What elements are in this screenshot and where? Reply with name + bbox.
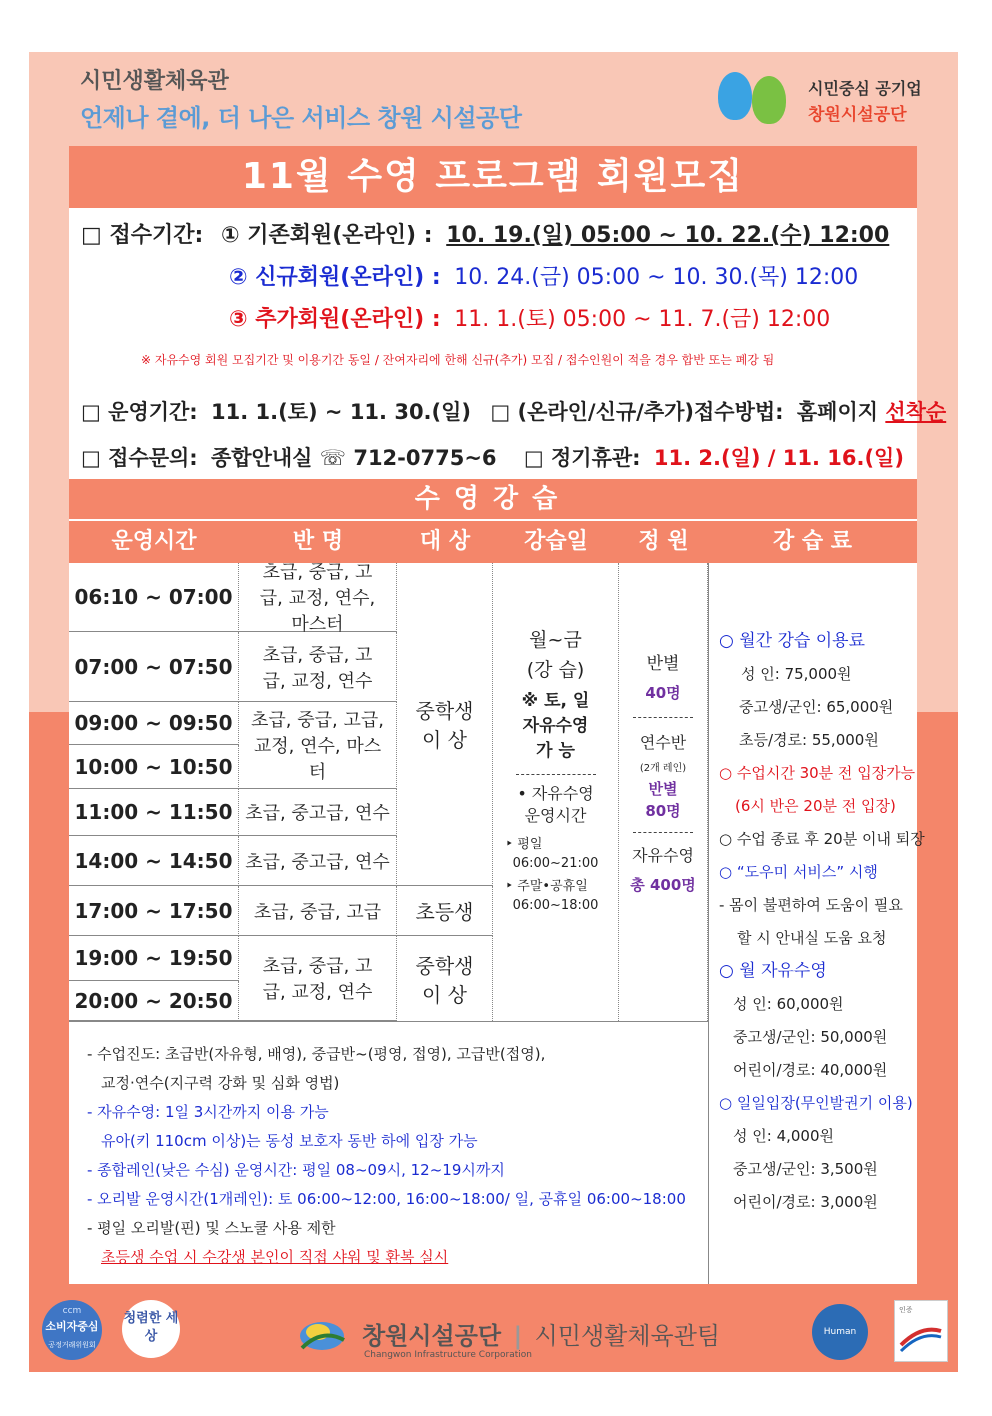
fee-note: (6시 반은 20분 전 입장) bbox=[735, 797, 896, 815]
time-cell: 10:00 ~ 10:50 bbox=[69, 745, 239, 789]
registration-row2-label: ② 신규회원(온라인) : bbox=[229, 265, 441, 290]
class-cell: 초급, 중급, 고급 bbox=[239, 886, 397, 936]
time-cell: 07:00 ~ 07:50 bbox=[69, 632, 239, 702]
method-label: □ (온라인/신규/추가)접수방법: bbox=[490, 400, 784, 424]
registration-note: ※ 자유수영 회원 모집기간 및 이용기간 동일 / 잔여자리에 한해 신규(추가) 모집 / 접수인원이 적을 경우 합반 또는 폐강 됨 bbox=[141, 353, 775, 367]
method-highlight: 선착순 bbox=[885, 400, 947, 424]
note-line: - 평일 오리발(핀) 및 스노쿨 사용 제한 bbox=[87, 1219, 336, 1237]
weekday-time: 06:00~21:00 bbox=[512, 856, 599, 871]
page-title: 11월 수영 프로그램 회원모집 bbox=[69, 146, 917, 208]
days-sub: ※ 토, 일 자유수영 가 능 bbox=[521, 691, 590, 761]
capacity-a: 반별 bbox=[646, 654, 680, 674]
time-cell: 14:00 ~ 14:50 bbox=[69, 836, 239, 886]
fee-heading: ○ 일일입장(무인발권기 이용) bbox=[719, 1094, 913, 1112]
time-cell: 09:00 ~ 09:50 bbox=[69, 702, 239, 745]
registration-row2-value: 10. 24.(금) 05:00 ~ 10. 30.(목) 12:00 bbox=[454, 265, 859, 290]
notes-box bbox=[69, 1021, 708, 1284]
weekday-label: ‣ 평일 bbox=[505, 837, 543, 852]
registration-row1-label: ① 기존회원(온라인) : bbox=[220, 223, 433, 248]
operation-period-row bbox=[81, 396, 946, 426]
closed-label: □ 정기휴관: bbox=[523, 446, 641, 470]
registration-row1-value: 10. 19.(일) 05:00 ~ 10. 22.(수) 12:00 bbox=[446, 223, 890, 248]
footer-org bbox=[362, 1316, 720, 1351]
method-value: 홈페이지 bbox=[796, 400, 879, 424]
fee-heading: ○ 월간 강습 이용료 bbox=[719, 631, 865, 651]
header-days: 강습일 bbox=[493, 521, 619, 563]
class-cell: 초급, 중고급, 연수 bbox=[239, 789, 397, 836]
capacity-b: 연수반 bbox=[639, 733, 687, 752]
divider bbox=[633, 717, 693, 718]
class-cell: 초급, 중급, 고급, 교정, 연수 bbox=[239, 632, 397, 702]
target-cell: 초등생 bbox=[397, 886, 493, 936]
header-capacity: 정 원 bbox=[619, 521, 708, 563]
divider bbox=[633, 832, 693, 833]
time-cell: 17:00 ~ 17:50 bbox=[69, 886, 239, 936]
target-cell: 중학생 이 상 bbox=[397, 936, 493, 1021]
fee-note: 할 시 안내실 도움 요청 bbox=[737, 929, 887, 947]
corp-emblem-icon bbox=[294, 1310, 348, 1358]
fee-column bbox=[708, 563, 925, 1284]
ccm-top: ccm bbox=[62, 1306, 82, 1316]
section-title: 수영강습 bbox=[69, 479, 917, 519]
weekend-label: ‣ 주말•공휴일 bbox=[505, 879, 588, 894]
fee-note: ○ 수업 종료 후 20분 이내 퇴장 bbox=[719, 830, 925, 848]
class-cell: 초급, 중급, 고급, 교정, 연수, 마스터 bbox=[239, 563, 397, 632]
inquiry-value: 종합안내실 ☏ 712-0775~6 bbox=[211, 446, 497, 470]
class-cell: 초급, 중급, 고급, 교정, 연수, 마스터 bbox=[239, 702, 397, 789]
fee-item: 성 인: 75,000원 bbox=[741, 665, 852, 683]
registration-label: □ 접수기간: bbox=[81, 223, 204, 248]
certification-logo bbox=[894, 1300, 948, 1362]
footer-divider: | bbox=[513, 1322, 523, 1350]
header-time: 운영시간 bbox=[69, 521, 239, 563]
fee-item: 어린이/경로: 3,000원 bbox=[733, 1193, 878, 1211]
operation-period-label: □ 운영기간: bbox=[81, 400, 198, 424]
main-panel bbox=[69, 146, 947, 1284]
days-main: 월~금 (강 습) bbox=[526, 629, 585, 681]
note-line: - 오리발 운영시간(1개레인): 토 06:00~12:00, 16:00~18:00/ 일, 공휴일 06:00~18:00 bbox=[87, 1190, 686, 1208]
operation-period-value: 11. 1.(토) ~ 11. 30.(일) bbox=[211, 400, 472, 424]
closed-value: 11. 2.(일) / 11. 16.(일) bbox=[653, 446, 904, 470]
class-cell: 초급, 중고급, 연수 bbox=[239, 836, 397, 886]
header-fee: 강 습 료 bbox=[708, 521, 917, 563]
note-line: - 종합레인(낮은 수심) 운영시간: 평일 08~09시, 12~19시까지 bbox=[87, 1161, 505, 1179]
days-cell bbox=[493, 563, 619, 1021]
weekend-time: 06:00~18:00 bbox=[512, 898, 599, 913]
ccm-bottom: 공정거래위원회 bbox=[48, 1341, 96, 1349]
clean-logo: 청렴한 세상 bbox=[122, 1300, 180, 1358]
fee-item: 어린이/경로: 40,000원 bbox=[733, 1061, 888, 1079]
time-cell: 20:00 ~ 20:50 bbox=[69, 981, 239, 1021]
registration-row1 bbox=[81, 218, 889, 249]
fee-item: 중고생/군인: 3,500원 bbox=[733, 1160, 878, 1178]
note-line: 유아(키 110cm 이상)는 동성 보호자 동반 하에 입장 가능 bbox=[101, 1132, 478, 1150]
inquiry-row bbox=[81, 442, 904, 472]
registration-row3 bbox=[229, 302, 830, 333]
fee-item: 중고생/군인: 50,000원 bbox=[733, 1028, 888, 1046]
fee-item: 초등/경로: 55,000원 bbox=[739, 731, 879, 749]
footer-org-name: 창원시설공단 bbox=[362, 1322, 502, 1350]
inquiry-label: □ 접수문의: bbox=[81, 446, 198, 470]
time-cell: 06:10 ~ 07:00 bbox=[69, 563, 239, 632]
registration-row3-value: 11. 1.(토) 05:00 ~ 11. 7.(금) 12:00 bbox=[454, 307, 831, 332]
capacity-cell bbox=[619, 563, 708, 1021]
registration-row2 bbox=[229, 260, 858, 291]
capacity-c-value: 총 400명 bbox=[630, 876, 696, 894]
header-target: 대 상 bbox=[397, 521, 493, 563]
note-line: 초등생 수업 시 수강생 본인이 직접 샤워 및 환복 실시 bbox=[101, 1248, 449, 1266]
logo-line1: 시민중심 공기업 bbox=[808, 79, 922, 98]
ccm-logo bbox=[42, 1300, 102, 1360]
free-title: • 자유수영 운영시간 bbox=[517, 784, 594, 825]
note-line: 교정·연수(지구력 강화 및 심화 영법) bbox=[101, 1074, 340, 1092]
capacity-b-note: (2개 레인) bbox=[639, 763, 687, 774]
fee-heading: ○ 월 자유수영 bbox=[719, 961, 827, 981]
capacity-c: 자유수영 bbox=[632, 846, 694, 865]
mascot-green-icon bbox=[752, 76, 786, 124]
divider bbox=[516, 774, 596, 775]
capacity-b-value: 반별 80명 bbox=[645, 780, 681, 820]
fee-item: 중고생/군인: 65,000원 bbox=[739, 698, 894, 716]
class-cell: 초급, 중급, 고급, 교정, 연수 bbox=[239, 936, 397, 1021]
footer-team: 시민생활체육관팀 bbox=[534, 1322, 721, 1350]
capacity-a-value: 40명 bbox=[645, 684, 681, 702]
fee-item: 성 인: 60,000원 bbox=[733, 995, 844, 1013]
footer-english: Changwon Infrastructure Corporation bbox=[364, 1350, 532, 1360]
ccm-text: 소비자중심 bbox=[45, 1320, 99, 1333]
time-cell: 11:00 ~ 11:50 bbox=[69, 789, 239, 836]
fee-note: ○ “도우미 서비스” 시행 bbox=[719, 863, 878, 881]
note-line: - 자유수영: 1일 3시간까지 이용 가능 bbox=[87, 1103, 329, 1121]
note-line: - 수업진도: 초급반(자유형, 배영), 중급반~(평영, 접영), 고급반(접영), bbox=[87, 1045, 546, 1063]
fee-note: - 몸이 불편하여 도움이 필요 bbox=[719, 896, 903, 914]
slogan: 언제나 곁에, 더 나은 서비스 창원 시설공단 bbox=[80, 104, 522, 132]
certification-text: 인증 bbox=[899, 1306, 913, 1314]
fee-note: ○ 수업시간 30분 전 입장가능 bbox=[719, 764, 916, 782]
org-name: 시민생활체육관 bbox=[80, 69, 229, 94]
human-rights-logo: Human Rights bbox=[812, 1304, 868, 1360]
registration-row3-label: ③ 추가회원(온라인) : bbox=[229, 307, 441, 332]
mascot-blue-icon bbox=[718, 72, 752, 120]
fee-item: 성 인: 4,000원 bbox=[733, 1127, 835, 1145]
header-class: 반 명 bbox=[239, 521, 397, 563]
time-cell: 19:00 ~ 19:50 bbox=[69, 936, 239, 981]
target-cell: 중학생 이 상 bbox=[397, 563, 493, 886]
logo-line2: 창원시설공단 bbox=[808, 105, 907, 125]
